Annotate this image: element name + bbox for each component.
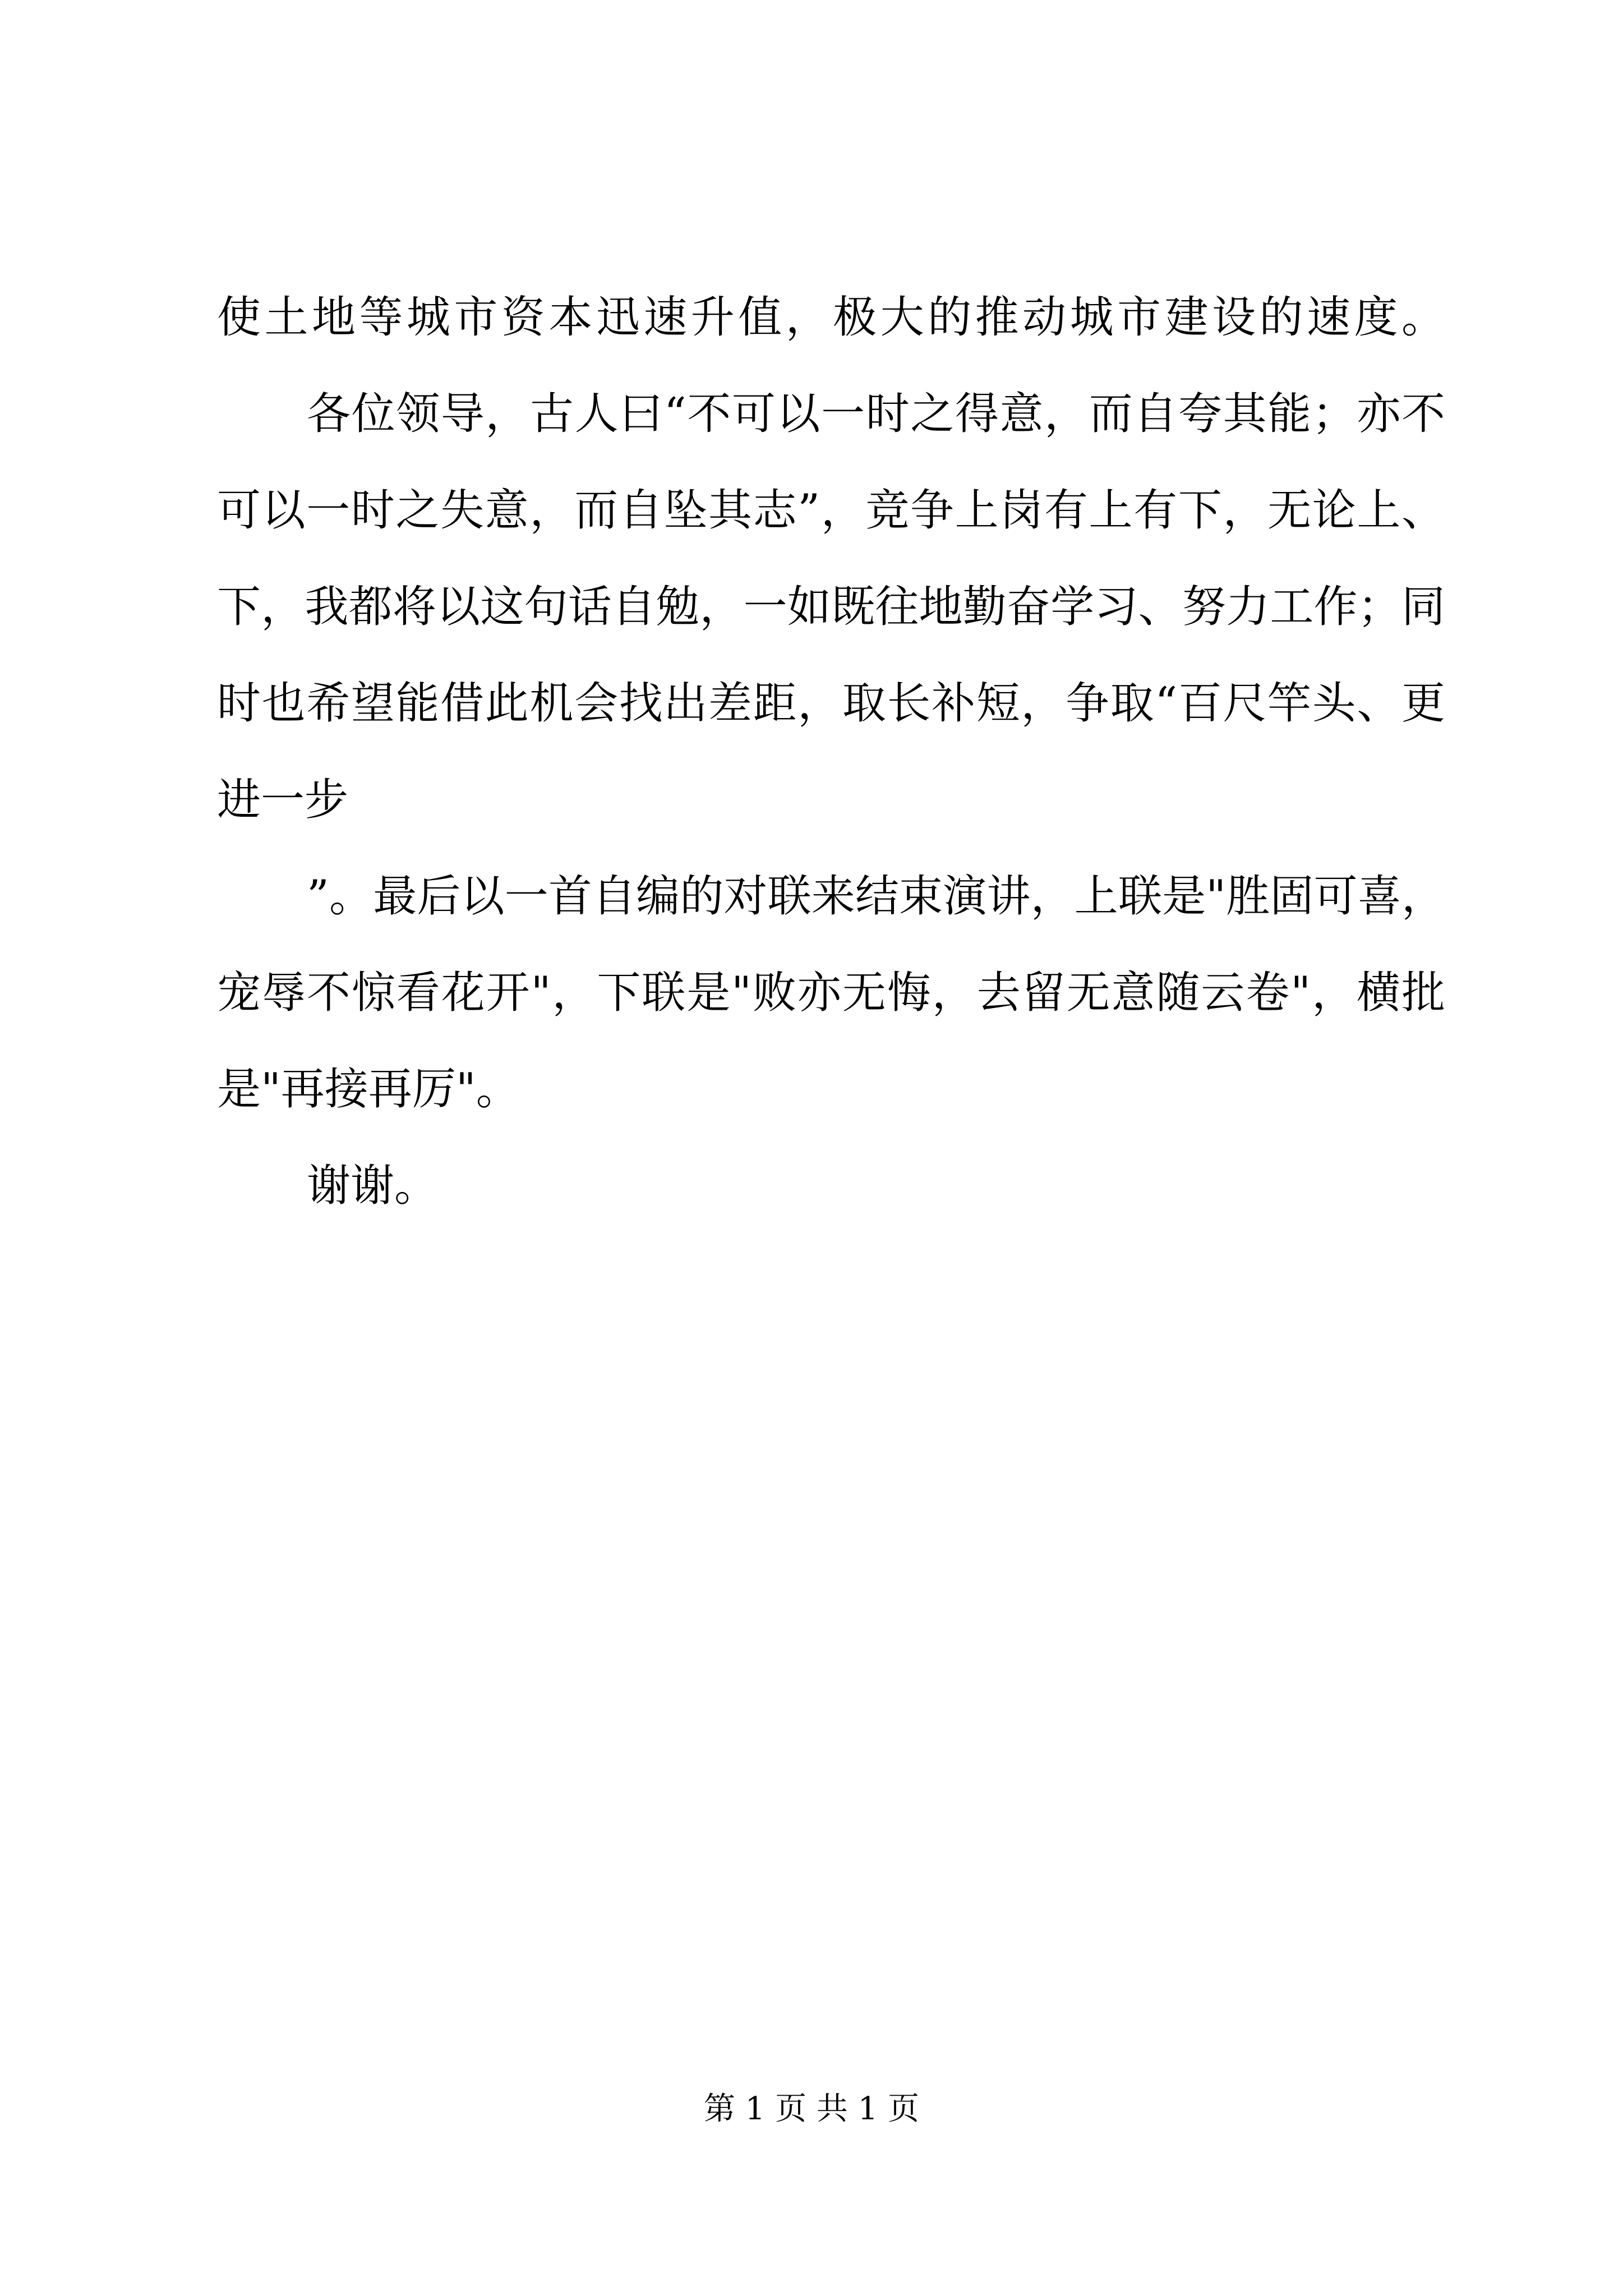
paragraph-line: 时也希望能借此机会找出差距，取长补短，争取“百尺竿头、更 <box>217 678 1445 729</box>
paragraph-line: 可以一时之失意，而自坠其志”，竞争上岗有上有下，无论上、 <box>217 485 1445 536</box>
paragraph-line: 使土地等城市资本迅速升值，极大的推动城市建设的速度。 <box>217 292 1445 343</box>
page-footer: 第 1 页 共 1 页 <box>703 2091 920 2127</box>
paragraph-line: 各位领导，古人曰“不可以一时之得意，而自夸其能；亦不 <box>307 389 1445 439</box>
paragraph-line: 是"再接再厉"。 <box>217 1064 520 1115</box>
paragraph-line: 宠辱不惊看花开"，下联是"败亦无悔，去留无意随云卷"，横批 <box>217 968 1445 1018</box>
paragraph-line: ”。最后以一首自编的对联来结束演讲，上联是"胜固可喜， <box>307 871 1445 922</box>
paragraph-line: 进一步 <box>217 775 349 825</box>
paragraph-line: 谢谢。 <box>307 1161 439 1211</box>
paragraph-line: 下，我都将以这句话自勉，一如既往地勤奋学习、努力工作；同 <box>217 582 1445 632</box>
document-body <box>217 269 1445 1234</box>
